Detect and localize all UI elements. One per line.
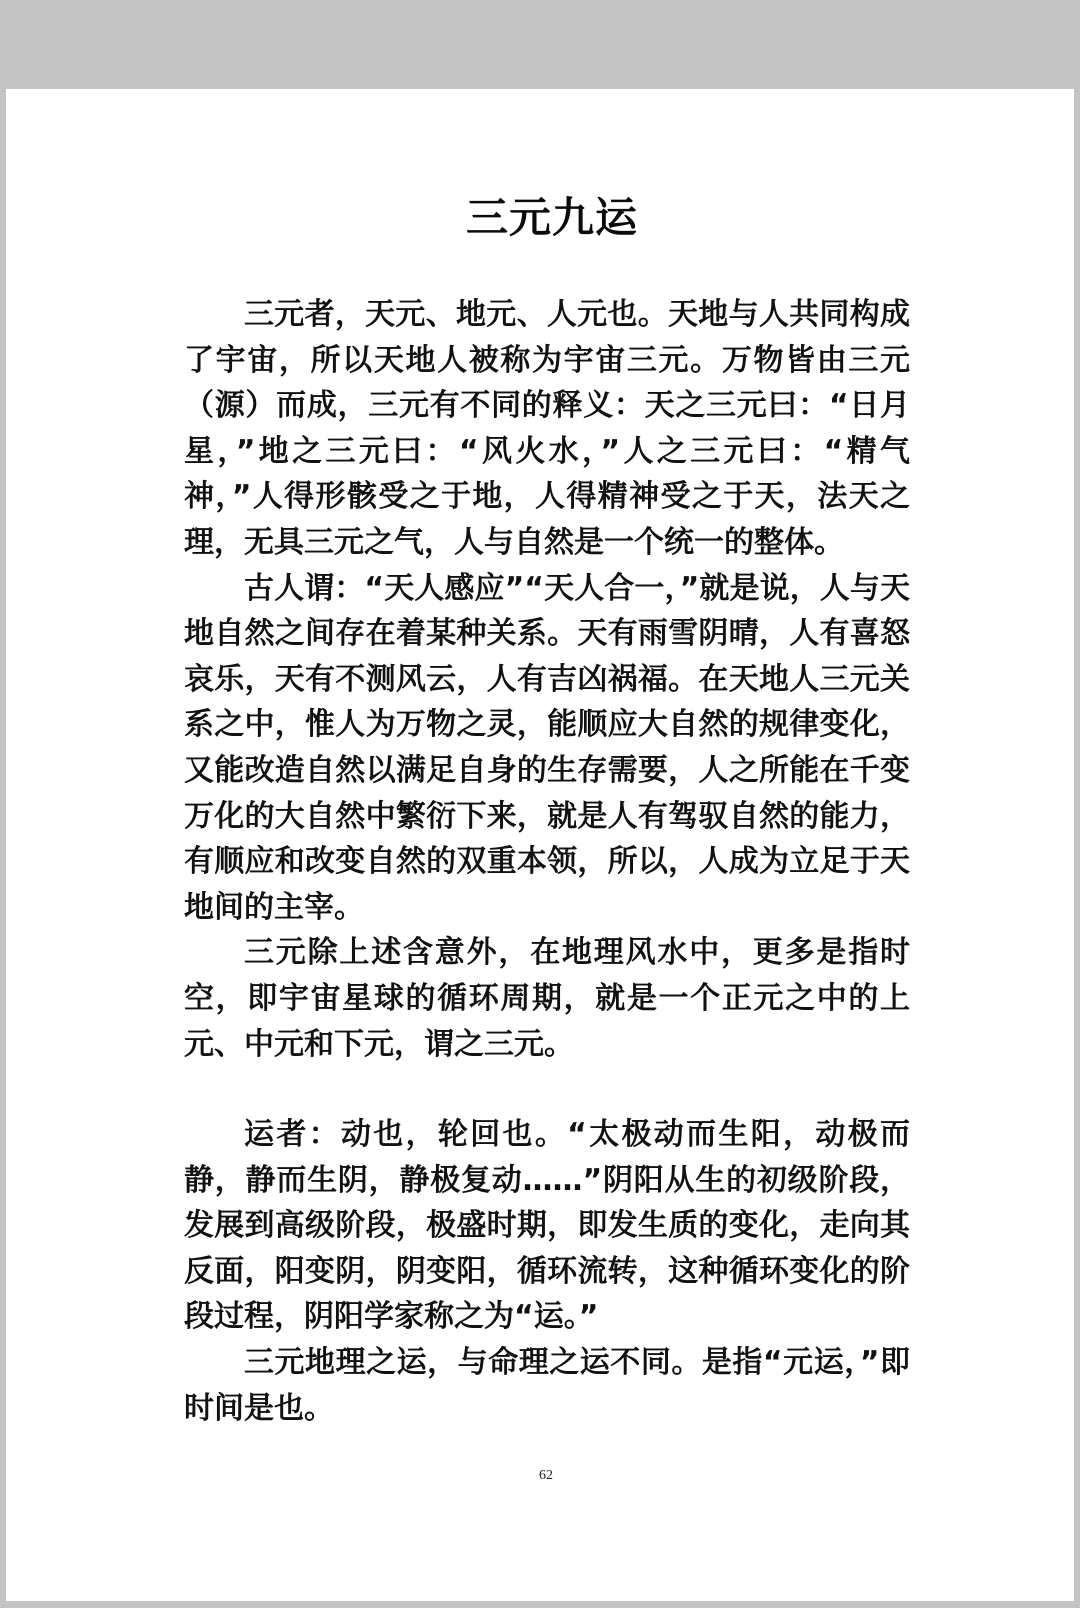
- paragraph-sanyuan-time: 三元除上述含意外，在地理风水中，更多是指时空，即宇宙星球的循环周期，就是一个正元之中的上元、中元和下元，谓之三元。: [184, 935, 910, 1062]
- paragraph-yuanyun: 三元地理之运，与命理之运不同。是指“元运，”即时间是也。: [184, 1345, 910, 1426]
- paragraph-tianren-relation: 古人谓：“天人感应”“天人合一，”就是说，人与天地自然之间存在着某种关系。天有雨雪阴晴，人有喜怒哀乐，天有不测风云，人有吉凶祸福。在天地人三元关系之中，惟人为万物之灵，能顺应大自然的规律变化，又能改造自然以满足自身的生存需要，人之所能在千变万化的大自然中繁衍下来，就是人有驾驭自然的能力，有顺应和改变自然的双重本领，所以，人成为立足于天地间的主宰。: [184, 570, 910, 925]
- paragraph-sanyuan-definition: 三元者，天元、地元、人元也。天地与人共同构成了宇宙，所以天地人被称为宇宙三元。万物皆由三元（源）而成，三元有不同的释义：天之三元曰：“日月星，”地之三元曰：“风火水，”人之三元曰：“精气神，”人得形骸受之于地，人得精神受之于天，法天之理，无具三元之气，人与自然是一个统一的整体。: [184, 297, 910, 560]
- page-number: 62: [539, 1468, 553, 1483]
- document-page: [6, 89, 1074, 1601]
- page-title: 三元九运: [465, 193, 638, 242]
- document-body: [184, 292, 910, 1431]
- paragraph-yun-definition: 运者：动也，轮回也。“太极动而生阳，动极而静，静而生阴，静极复动……”阴阳从生的初级阶段，发展到高级阶段，极盛时期，即发生质的变化，走向其反面，阳变阴，阴变阳，循环流转，这种循环变化的阶段过程，阴阳学家称之为“运。”: [184, 1117, 910, 1335]
